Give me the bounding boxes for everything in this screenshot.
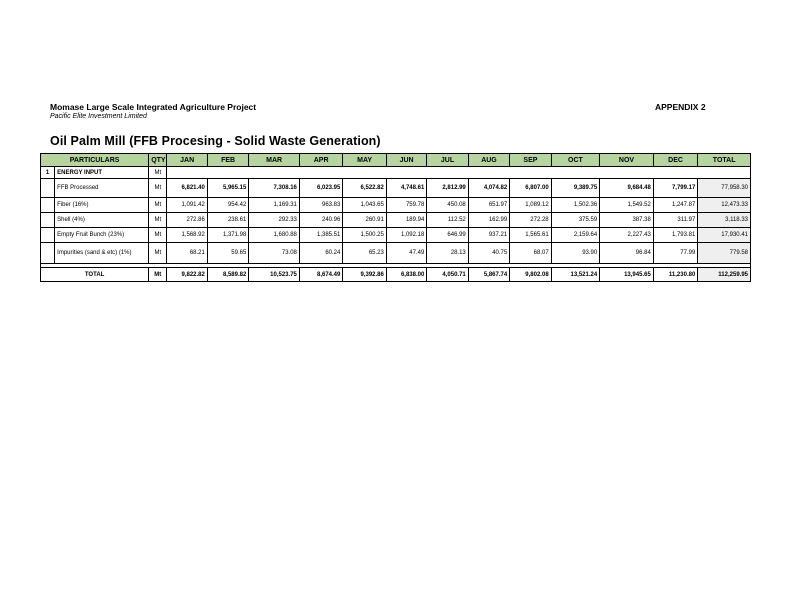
cell-feb: 238.61 [207, 213, 248, 228]
total-label: TOTAL [41, 268, 149, 282]
cell-apr: 963.83 [299, 198, 342, 213]
cell-oct: 9,389.75 [551, 179, 600, 198]
total-mar: 10,523.75 [249, 268, 300, 282]
col-header: JUN [386, 154, 426, 167]
col-header: DEC [653, 154, 698, 167]
cell-feb: 59.65 [207, 243, 248, 264]
cell-nov: 9,684.48 [600, 179, 654, 198]
cell-jul: 112.52 [427, 213, 468, 228]
total-oct: 13,521.24 [551, 268, 600, 282]
cell-jan: 272.86 [167, 213, 207, 228]
cell-jan: 6,821.40 [167, 179, 207, 198]
cell-nov: 2,227.43 [600, 228, 654, 243]
section-row [41, 167, 751, 179]
total-jun: 6,838.00 [386, 268, 426, 282]
section-blank [167, 167, 751, 179]
cell-apr: 60.24 [299, 243, 342, 264]
total-jul: 4,050.71 [427, 268, 468, 282]
table-row [41, 243, 751, 264]
row-blank [41, 179, 55, 198]
company-name: Pacific Elite Investment Limited [50, 113, 147, 120]
cell-oct: 2,159.64 [551, 228, 600, 243]
cell-apr: 6,023.95 [299, 179, 342, 198]
cell-total: 17,930.41 [698, 228, 751, 243]
total-jan: 9,822.82 [167, 268, 207, 282]
cell-jun: 189.94 [386, 213, 426, 228]
cell-jun: 47.49 [386, 243, 426, 264]
cell-jul: 646.99 [427, 228, 468, 243]
total-apr: 8,674.49 [299, 268, 342, 282]
col-header: NOV [600, 154, 654, 167]
row-blank [41, 198, 55, 213]
cell-mar: 292.33 [249, 213, 300, 228]
cell-dec: 7,799.17 [653, 179, 698, 198]
total-nov: 13,945.65 [600, 268, 654, 282]
col-header: AUG [468, 154, 509, 167]
cell-mar: 7,308.16 [249, 179, 300, 198]
cell-aug: 937.21 [468, 228, 509, 243]
col-header: MAY [343, 154, 386, 167]
total-may: 9,392.86 [343, 268, 386, 282]
total-feb: 8,589.82 [207, 268, 248, 282]
cell-nov: 387.38 [600, 213, 654, 228]
row-unit: Mt [149, 179, 167, 198]
col-header: OCT [551, 154, 600, 167]
cell-dec: 311.97 [653, 213, 698, 228]
cell-total: 779.58 [698, 243, 751, 264]
cell-may: 6,522.82 [343, 179, 386, 198]
table-row [41, 179, 751, 198]
row-label: FFB Processed [55, 179, 149, 198]
cell-mar: 73.08 [249, 243, 300, 264]
row-label: Shell (4%) [55, 213, 149, 228]
total-dec: 11,230.80 [653, 268, 698, 282]
cell-sep: 272.28 [510, 213, 551, 228]
col-header: MAR [249, 154, 300, 167]
cell-total: 77,958.30 [698, 179, 751, 198]
total-unit: Mt [149, 268, 167, 282]
cell-total: 12,473.33 [698, 198, 751, 213]
cell-jan: 68.21 [167, 243, 207, 264]
row-unit: Mt [149, 243, 167, 264]
cell-may: 1,043.65 [343, 198, 386, 213]
cell-dec: 1,247.87 [653, 198, 698, 213]
total-aug: 5,867.74 [468, 268, 509, 282]
cell-oct: 93.90 [551, 243, 600, 264]
cell-jan: 1,091.42 [167, 198, 207, 213]
col-header: PARTICULARS [41, 154, 149, 167]
cell-may: 260.91 [343, 213, 386, 228]
row-label: Empty Fruit Bunch (23%) [55, 228, 149, 243]
row-unit: Mt [149, 213, 167, 228]
cell-feb: 954.42 [207, 198, 248, 213]
cell-may: 1,500.25 [343, 228, 386, 243]
cell-nov: 1,549.52 [600, 198, 654, 213]
page-title: Oil Palm Mill (FFB Procesing - Solid Waste Generation) [50, 134, 381, 148]
cell-sep: 6,807.00 [510, 179, 551, 198]
row-blank [41, 228, 55, 243]
row-unit: Mt [149, 198, 167, 213]
col-header: FEB [207, 154, 248, 167]
row-blank [41, 213, 55, 228]
col-header: TOTAL [698, 154, 751, 167]
cell-mar: 1,169.31 [249, 198, 300, 213]
cell-apr: 1,385.51 [299, 228, 342, 243]
cell-sep: 1,565.61 [510, 228, 551, 243]
cell-may: 65.23 [343, 243, 386, 264]
cell-dec: 77.99 [653, 243, 698, 264]
cell-apr: 240.96 [299, 213, 342, 228]
table-row [41, 198, 751, 213]
col-header: APR [299, 154, 342, 167]
header-row [41, 154, 751, 167]
cell-oct: 1,502.36 [551, 198, 600, 213]
col-header: QTY [149, 154, 167, 167]
cell-jul: 450.08 [427, 198, 468, 213]
cell-jul: 2,812.99 [427, 179, 468, 198]
grand-total: 112,259.95 [698, 268, 751, 282]
cell-dec: 1,793.81 [653, 228, 698, 243]
cell-nov: 96.84 [600, 243, 654, 264]
row-label: Fiber (16%) [55, 198, 149, 213]
cell-feb: 5,965.15 [207, 179, 248, 198]
cell-jun: 4,748.61 [386, 179, 426, 198]
cell-mar: 1,680.88 [249, 228, 300, 243]
cell-sep: 1,089.12 [510, 198, 551, 213]
section-unit: Mt [149, 167, 167, 179]
cell-aug: 4,074.82 [468, 179, 509, 198]
appendix-label: APPENDIX 2 [655, 102, 706, 112]
row-blank [41, 243, 55, 264]
cell-jul: 28.13 [427, 243, 468, 264]
cell-feb: 1,371.98 [207, 228, 248, 243]
table-row [41, 213, 751, 228]
row-label: Impurities (sand & etc) (1%) [55, 243, 149, 264]
cell-jun: 759.78 [386, 198, 426, 213]
section-label: ENERGY INPUT [55, 167, 149, 179]
cell-total: 3,118.33 [698, 213, 751, 228]
section-number: 1 [41, 167, 55, 179]
cell-oct: 375.59 [551, 213, 600, 228]
col-header: SEP [510, 154, 551, 167]
cell-aug: 40.75 [468, 243, 509, 264]
cell-aug: 162.99 [468, 213, 509, 228]
cell-jun: 1,092.18 [386, 228, 426, 243]
cell-sep: 68.07 [510, 243, 551, 264]
total-sep: 9,802.08 [510, 268, 551, 282]
table-row [41, 228, 751, 243]
total-row [41, 268, 751, 282]
row-unit: Mt [149, 228, 167, 243]
col-header: JUL [427, 154, 468, 167]
col-header: JAN [167, 154, 207, 167]
cell-jan: 1,568.92 [167, 228, 207, 243]
project-title: Momase Large Scale Integrated Agriculture Project [50, 102, 257, 112]
waste-generation-table [40, 153, 751, 282]
cell-aug: 651.97 [468, 198, 509, 213]
